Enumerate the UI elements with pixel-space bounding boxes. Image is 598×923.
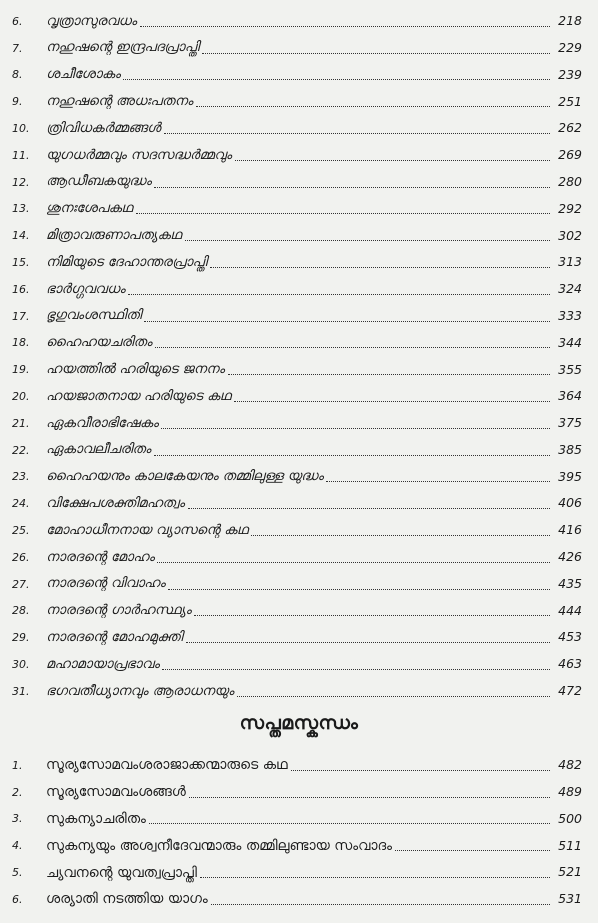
entry-title: ശര്യാതി നടത്തിയ യാഗം [46,891,208,908]
entry-number: 6. [12,14,23,28]
dot-leader [140,26,550,27]
entry-page-number: 453 [558,629,582,645]
section-heading: സപ്തമസ്കന്ധം [239,712,359,734]
toc-entry [0,490,598,517]
toc-list-first [0,8,598,705]
entry-title: ഭഗവതീധ്യാനവും ആരാധനയും [46,682,234,699]
toc-entry [0,276,598,303]
entry-title: യുഗധർമ്മവും സദസദ്ധർമ്മവും [46,146,232,163]
entry-page-number: 395 [558,468,582,484]
entry-title: ഹയജാതനായ ഹരിയുടെ കഥ [46,387,232,404]
dot-leader [155,347,550,348]
entry-number: 20. [12,390,30,404]
toc-entry [0,222,598,249]
entry-title: മഹാമായാപ്രഭാവം [46,655,160,672]
toc-entry [0,383,598,410]
entry-number: 29. [12,631,30,645]
entry-page-number: 426 [558,549,582,565]
dot-leader [164,133,550,134]
entry-number: 17. [12,309,30,323]
entry-title: ഭൃഗുവംശസ്ഥിതി [46,307,142,324]
entry-title: നാരദന്റെ മോഹം [46,548,155,565]
toc-entry [0,169,598,196]
dot-leader [235,160,550,161]
dot-leader [144,321,550,322]
entry-number: 15. [12,256,30,270]
entry-number: 18. [12,336,30,350]
entry-number: 24. [12,497,30,511]
entry-page-number: 521 [558,864,582,880]
dot-leader [189,797,550,798]
dot-leader [162,669,550,670]
dot-leader [168,589,550,590]
entry-number: 10. [12,122,30,136]
dot-leader [234,401,550,402]
entry-page-number: 355 [558,361,582,377]
entry-title: ഭാർഗ്ഗവവധം [46,280,126,297]
entry-page-number: 500 [558,810,582,826]
entry-page-number: 251 [558,93,582,109]
entry-number: 14. [12,229,30,243]
entry-title: വൃത്രാസുരവധം [46,12,137,29]
toc-entry [0,142,598,169]
entry-number: 7. [12,41,23,55]
dot-leader [161,428,550,429]
toc-entry [0,410,598,437]
toc-entry [0,8,598,35]
entry-page-number: 472 [558,683,582,699]
toc-entry [0,62,598,89]
dot-leader [154,187,550,188]
entry-page-number: 269 [558,147,582,163]
toc-entry [0,356,598,383]
entry-title: നഹുഷന്റെ അധഃപതനം [46,93,193,110]
toc-entry [0,886,598,913]
entry-page-number: 333 [558,307,582,323]
entry-number: 9. [12,95,23,109]
entry-page-number: 344 [558,334,582,350]
entry-title: ഹൈഹയചരിതം [46,334,152,351]
toc-entry [0,651,598,678]
toc-entry [0,330,598,357]
entry-number: 30. [12,658,30,672]
entry-number: 4. [12,839,23,853]
entry-title: സൂര്യസോമവംശങ്ങൾ [46,784,186,801]
toc-entry [0,779,598,806]
dot-leader [136,213,550,214]
entry-title: നാരദന്റെ വിവാഹം [46,575,166,592]
entry-page-number: 280 [558,173,582,189]
entry-number: 31. [12,684,30,698]
entry-title: സുകന്യാചരിതം [46,810,146,827]
entry-title: നാരദന്റെ ഗാർഹസ്ഥ്യം [46,602,192,619]
entry-title: സൂര്യസോമവംശരാജാക്കന്മാരുടെ കഥ [46,757,288,774]
toc-entry [0,832,598,859]
entry-number: 3. [12,812,23,826]
entry-page-number: 531 [558,891,582,907]
toc-entry [0,571,598,598]
entry-page-number: 511 [558,837,582,853]
entry-page-number: 218 [558,13,582,29]
entry-number: 2. [12,785,23,799]
entry-page-number: 262 [558,120,582,136]
entry-number: 26. [12,550,30,564]
entry-number: 12. [12,175,30,189]
entry-title: ഹയത്തിൽ ഹരിയുടെ ജനനം [46,361,225,377]
dot-leader [157,562,550,563]
entry-page-number: 313 [558,254,582,270]
toc-entry [0,752,598,779]
dot-leader [185,240,551,241]
entry-page-number: 435 [558,575,582,591]
entry-page-number: 239 [558,66,582,82]
dot-leader [228,374,551,375]
entry-number: 19. [12,363,30,377]
entry-page-number: 489 [558,783,582,799]
dot-leader [128,294,550,295]
entry-number: 25. [12,524,30,538]
entry-page-number: 302 [558,227,582,243]
entry-title: ശചീശോകം [46,66,121,83]
entry-number: 8. [12,68,23,82]
entry-page-number: 375 [558,415,582,431]
toc-entry [0,598,598,625]
entry-number: 23. [12,470,30,484]
dot-leader [211,904,550,905]
entry-number: 13. [12,202,30,216]
dot-leader [194,615,550,616]
dot-leader [149,823,550,824]
toc-entry [0,678,598,705]
entry-page-number: 416 [558,522,582,538]
entry-number: 6. [12,892,23,906]
toc-entry [0,35,598,62]
entry-number: 5. [12,866,23,880]
toc-list-second [0,752,598,913]
dot-leader [395,850,550,851]
entry-page-number: 463 [558,656,582,672]
toc-entry [0,303,598,330]
toc-entry [0,115,598,142]
entry-number: 21. [12,416,30,430]
toc-entry [0,249,598,276]
dot-leader [186,642,550,643]
entry-title: ഹൈഹയനും കാലകേയനും തമ്മിലുള്ള യുദ്ധം [46,468,324,485]
dot-leader [154,455,550,456]
entry-title: ച്യവനന്റെ യുവത്വപ്രാപ്തി [46,864,197,881]
entry-title: മോഹാധീനനായ വ്യാസന്റെ കഥ [46,521,249,538]
entry-title: സുകന്യയും അശ്വനീദേവന്മാരും തമ്മിലുണ്ടായ സംവാദം [46,837,393,854]
entry-page-number: 482 [558,757,582,773]
toc-entry [0,544,598,571]
dot-leader [210,267,550,268]
entry-title: നാരദന്റെ മോഹമുക്തി [46,628,183,645]
entry-number: 1. [12,758,23,772]
entry-page-number: 444 [558,602,582,618]
dot-leader [251,535,550,536]
entry-number: 16. [12,282,30,296]
entry-page-number: 292 [558,200,582,216]
entry-title: മിത്രാവരുണാപത്യകഥ [46,227,182,244]
dot-leader [123,79,550,80]
entry-title: ശുനഃശേപകഥ [46,200,133,217]
entry-page-number: 364 [558,388,582,404]
toc-entry [0,437,598,464]
entry-number: 22. [12,443,30,457]
toc-entry [0,464,598,491]
entry-number: 11. [12,148,30,162]
toc-entry [0,859,598,886]
entry-page-number: 229 [558,39,582,55]
dot-leader [196,106,550,107]
entry-title: ഏകവീരാഭിഷേകം [46,414,159,431]
entry-page-number: 406 [558,495,582,511]
dot-leader [291,770,550,771]
entry-title: ത്രിവിധകർമ്മങ്ങൾ [46,119,161,136]
entry-title: ആഡീബകയുദ്ധം [46,173,152,190]
dot-leader [200,877,550,878]
entry-title: നിമിയുടെ ദേഹാന്തരപ്രാപ്തി [46,253,208,270]
toc-entry [0,806,598,833]
entry-title: വിക്ഷേപശക്തിമഹത്വം [46,494,185,511]
entry-page-number: 324 [558,281,582,297]
dot-leader [188,508,550,509]
entry-title: ഏകാവലീചരിതം [46,441,151,458]
dot-leader [326,481,550,482]
toc-entry [0,517,598,544]
entry-page-number: 385 [558,441,582,457]
toc-entry [0,88,598,115]
toc-entry [0,624,598,651]
entry-number: 27. [12,577,30,591]
toc-entry [0,196,598,223]
dot-leader [237,696,550,697]
dot-leader [202,53,550,54]
entry-title: നഹുഷന്റെ ഇന്ദ്രപദപ്രാപ്തി [46,39,200,56]
entry-number: 28. [12,604,30,618]
